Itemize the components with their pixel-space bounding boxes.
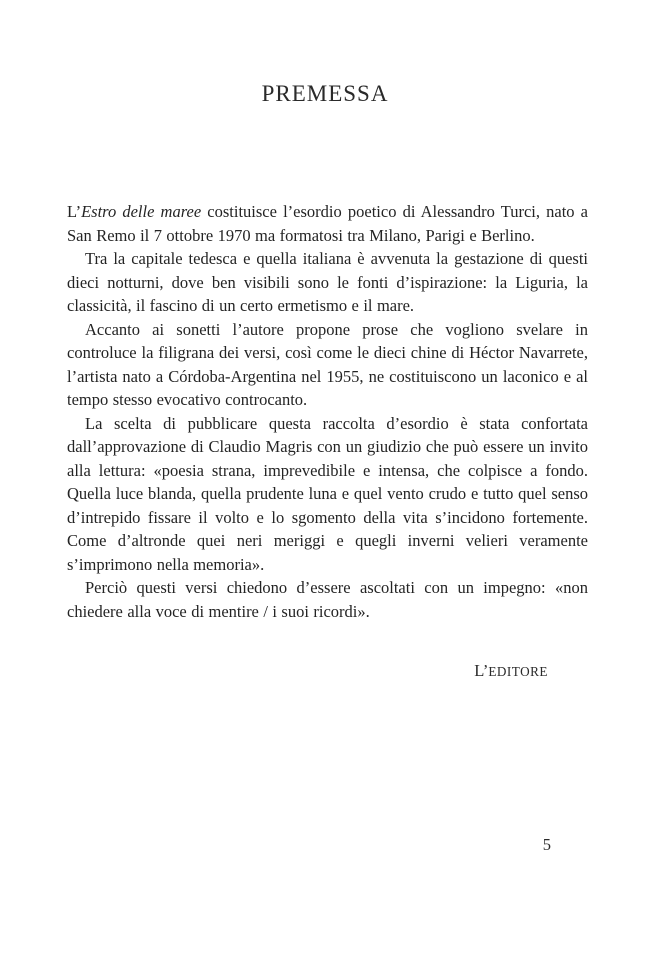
paragraph-1-prefix: L’	[67, 202, 82, 221]
paragraph-5: Perciò questi versi chiedono d’essere ascoltati con un impegno: «non chiedere alla voce di mentire / i suoi ricordi».	[67, 578, 588, 621]
signature-prefix: L’	[474, 661, 489, 680]
paragraph-3: Accanto ai sonetti l’autore propone prose che vogliono svelare in controluce la filigrana dei versi, così come le dieci chine di Héctor Navarrete, l’artista nato a Córdoba-Argentina nel 1955, ne costituiscono un laconico e al tempo stesso evocativo controcanto.	[67, 319, 588, 409]
paragraph-1	[67, 200, 588, 247]
body-text	[67, 200, 588, 684]
paragraph-1-rest: costituisce l’esordio poetico di Alessandro Turci, nato a San Remo il 7 ottobre 1970 ma formatosi tra Milano, Parigi e Berlino.	[67, 202, 588, 245]
editor-signature	[67, 659, 588, 684]
paragraph-2: Tra la capitale tedesca e quella italiana è avvenuta la gestazione di questi dieci notturni, dove ben visibili sono le fonti d’ispirazione: la Liguria, la classicità, il fascino di un certo ermetismo e il mare.	[67, 249, 588, 315]
book-title-italic: Estro delle maree	[81, 202, 202, 221]
page-title: PREMESSA	[261, 81, 389, 106]
signature-name: EDITORE	[488, 664, 548, 679]
paragraph-4: La scelta di pubblicare questa raccolta d’esordio è stata confortata dall’approvazione di Claudio Magris con un giudizio che può essere un invito alla lettura: «poesia strana, imprevedibile e intensa, che colpisce a fondo. Quella luce blanda, quella prudente luna e quel vento crudo e tutto quel senso d’intrepido fissare il volto e lo sgomento della vita s’incidono fortemente. Come d’altronde quei neri meriggi e quegli inverni velieri veramente s’imprimono nella memoria».	[67, 413, 588, 574]
page-number: 5	[542, 835, 551, 854]
